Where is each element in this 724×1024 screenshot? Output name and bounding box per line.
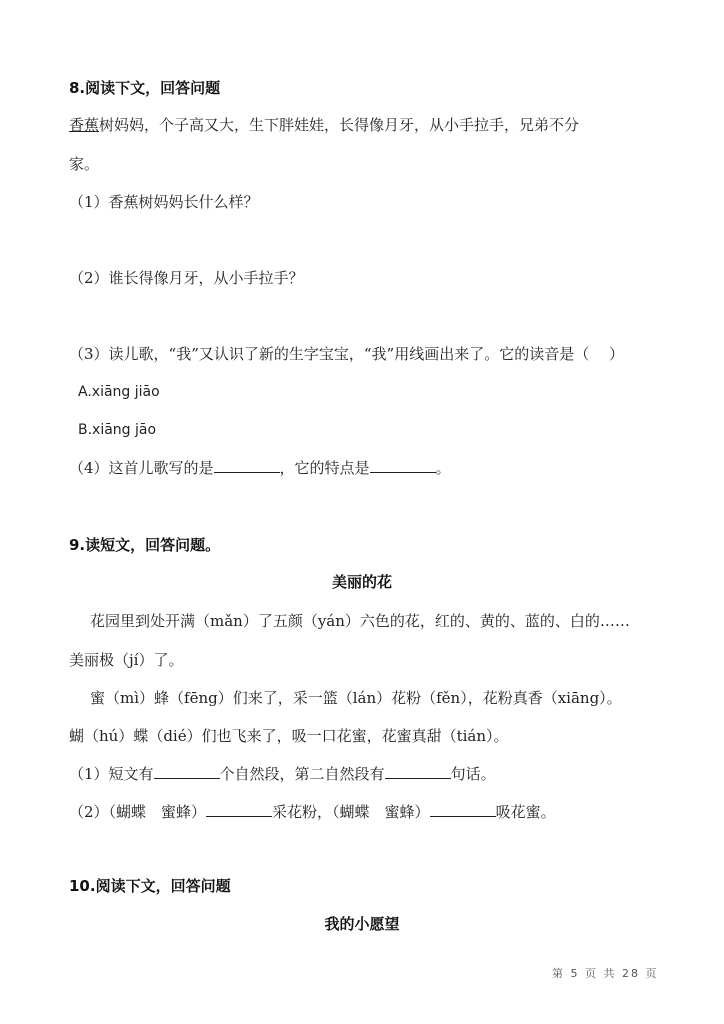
page-indicator: 第 5 页 共 28 页 [552,967,659,980]
q10-passage-title: 我的小愿望 [324,915,400,933]
answer-blank[interactable] [206,802,272,817]
q9-sub-question-2 [69,802,556,822]
text: 采花粉，（蝴蝶 蜜蜂） [272,803,430,821]
question-9-heading: 9.读短文，回答问题。 [69,536,221,554]
text: （1）短文有 [69,765,154,783]
q9-sub-question-1 [69,764,496,784]
q8-sub-question-3: （3）读儿歌，“我”又认识了新的生字宝宝，“我”用线画出来了。它的读音是（ ） [69,345,624,363]
q8-option-a[interactable]: A.xiāng jiāo [78,384,160,400]
question-8-heading: 8.阅读下文，回答问题 [69,79,221,97]
question-10-heading: 10.阅读下文，回答问题 [69,877,231,895]
q9-p1-line-2: 美丽极（jí）了。 [69,651,184,669]
underlined-word: 香蕉 [69,116,100,134]
answer-blank[interactable] [214,458,280,473]
q8-option-b[interactable]: B.xiāng jāo [78,422,157,438]
q8-passage-line-2: 家。 [69,155,100,173]
answer-blank[interactable] [430,802,496,817]
answer-blank[interactable] [385,764,451,779]
q8-sub-question-1: （1）香蕉树妈妈长什么样？ [69,193,259,211]
q9-p1-line-1: 花园里到处开满（mǎn）了五颜（yán）六色的花，红的、黄的、蓝的、白的…… [90,612,630,630]
text: 。 [435,459,451,477]
answer-blank[interactable] [154,764,220,779]
answer-blank[interactable] [370,458,436,473]
text: ，它的特点是 [279,459,370,477]
text: 句话。 [450,765,496,783]
q8-sub-question-2: （2）谁长得像月牙，从小手拉手？ [69,269,304,287]
text: （2）（蝴蝶 蜜蜂） [69,803,207,821]
text: （4）这首儿歌写的是 [69,459,214,477]
passage-text: 树妈妈，个子高又大，生下胖娃娃，长得像月牙，从小手拉手，兄弟不分 [99,116,580,134]
q9-passage-title: 美丽的花 [331,573,392,591]
text: 个自然段，第二自然段有 [219,765,385,783]
q8-sub-question-4 [69,458,451,478]
q9-p2-line-1: 蜜（mì）蜂（fēng）们来了，采一篮（lán）花粉（fěn），花粉真香（xiāng）。 [90,689,622,707]
text: 吸花蜜。 [495,803,556,821]
q8-passage-line-1 [69,115,579,135]
q9-p2-line-2: 蝴（hú）蝶（dié）们也飞来了，吸一口花蜜，花蜜真甜（tián）。 [69,727,509,745]
